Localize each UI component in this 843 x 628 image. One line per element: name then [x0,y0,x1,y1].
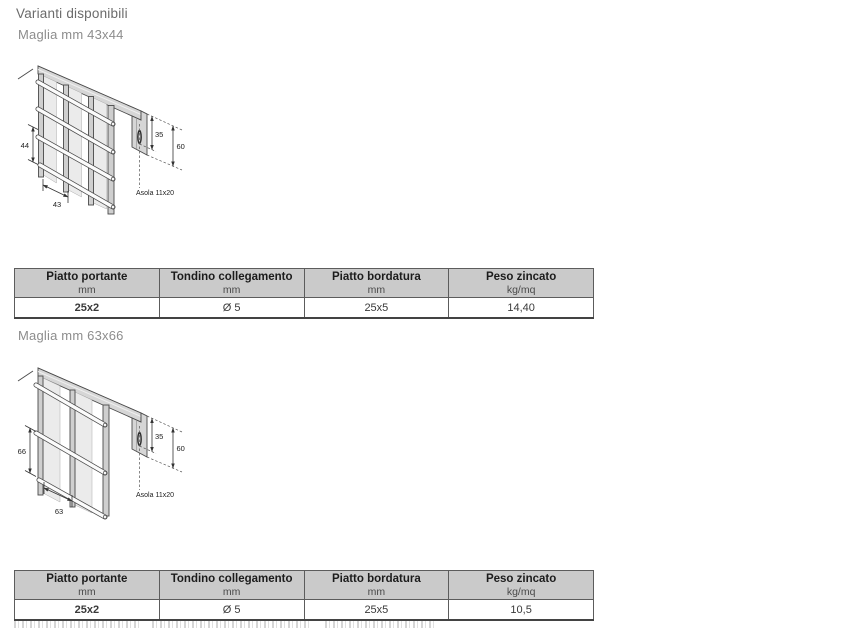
col-label: Peso zincato [485,270,557,283]
col-piatto-bordatura [304,571,449,600]
col-label: Piatto bordatura [331,270,421,283]
col-unit: mm [367,585,386,598]
col-unit: mm [78,283,96,296]
dim-label-vertical: 44 [20,141,29,150]
col-label: Piatto portante [46,572,128,585]
value-piatto-bordatura: 25x5 [304,600,449,621]
dim-label-slot-offset: 35 [155,432,164,441]
value-piatto-portante: 25x2 [15,298,160,319]
col-unit: mm [78,585,96,598]
specs-table-63x66 [14,570,594,621]
col-tondino-collegamento [159,269,304,298]
col-unit: mm [222,283,241,296]
dim-label-horizontal: 43 [52,200,62,209]
dimension-vertical-pitch [18,426,36,477]
leader-tick [18,69,33,79]
col-label: Piatto portante [46,270,128,283]
clipped-word [325,621,437,628]
value-tondino-collegamento: Ø 5 [159,600,304,621]
table-row [15,600,594,621]
section-subtitle-63x66: Maglia mm 63x66 [18,328,124,343]
specs-table-43x44 [14,268,594,319]
value-piatto-portante: 25x2 [15,600,160,621]
col-peso-zincato [449,571,594,600]
clipped-text-remnant [14,621,444,628]
clipped-word [152,621,312,628]
value-peso-zincato: 10,5 [449,600,594,621]
table-row [15,298,594,319]
table-header-row [15,571,594,600]
table-header-row [15,269,594,298]
col-unit: mm [367,283,386,296]
dim-label-edge-height: 60 [176,444,185,453]
value-piatto-bordatura: 25x5 [304,298,449,319]
leader-tick [18,371,33,381]
clipped-word [14,621,139,628]
dim-label-horizontal: 63 [54,507,64,516]
col-unit: kg/mq [506,283,536,296]
col-label: Peso zincato [485,572,557,585]
col-label: Piatto bordatura [331,572,421,585]
dim-label-slot-offset: 35 [155,130,164,139]
col-unit: mm [222,585,241,598]
dimension-vertical-pitch [21,125,38,165]
bearing-bar [39,74,44,177]
section-subtitle-43x44: Maglia mm 43x44 [18,27,124,42]
value-peso-zincato: 14,40 [449,298,594,319]
slot-label: Asola 11x20 [136,492,175,499]
col-tondino-collegamento [159,571,304,600]
slot-label: Asola 11x20 [136,190,175,197]
col-piatto-bordatura [304,269,449,298]
col-label: Tondino collegamento [170,572,293,585]
value-tondino-collegamento: Ø 5 [159,298,304,319]
col-piatto-portante [15,269,160,298]
col-label: Tondino collegamento [170,270,293,283]
grating-diagram-63x66 [8,356,208,528]
grating-diagram-43x44 [8,54,208,224]
dim-label-vertical: 66 [17,447,26,456]
col-unit: kg/mq [506,585,536,598]
col-piatto-portante [15,571,160,600]
col-peso-zincato [449,269,594,298]
page-title: Varianti disponibili [16,6,128,21]
dim-label-edge-height: 60 [176,142,185,151]
